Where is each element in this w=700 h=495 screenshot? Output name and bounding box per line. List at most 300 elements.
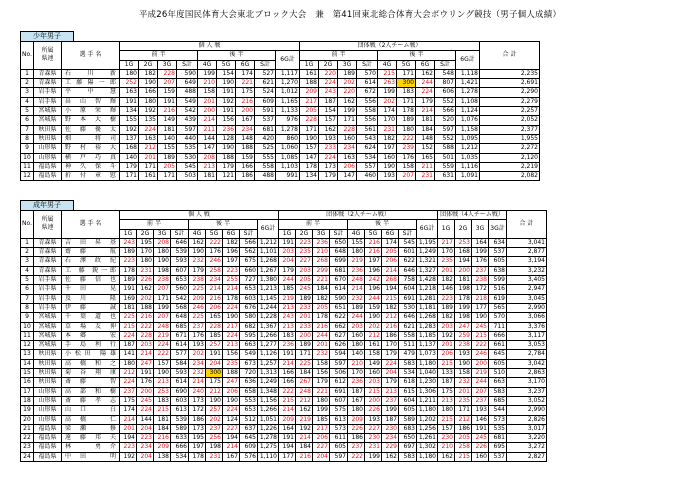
team2-score: 228 bbox=[338, 125, 357, 134]
individual-score: 212 bbox=[120, 369, 137, 378]
player-name: 林 勇 介 bbox=[62, 443, 120, 452]
team2-score: 588 bbox=[435, 144, 456, 153]
team2-score: 226 bbox=[348, 424, 365, 433]
team4-score: 180 bbox=[438, 406, 455, 415]
team2-score: 597 bbox=[435, 125, 456, 134]
individual-score: 256 bbox=[206, 434, 223, 443]
team2-score: 209 bbox=[279, 415, 296, 424]
prefecture: 秋田県 bbox=[34, 369, 62, 378]
player-name: 本 郷 宏 bbox=[62, 331, 120, 340]
individual-score: 248 bbox=[154, 322, 171, 331]
table-row bbox=[21, 144, 540, 153]
individual-score: 1,257 bbox=[258, 359, 279, 368]
team4-score: 193 bbox=[472, 406, 489, 415]
individual-score: 1,060 bbox=[276, 144, 300, 153]
team2-score: 134 bbox=[300, 172, 319, 181]
individual-score: 170 bbox=[137, 248, 154, 257]
individual-score: 720 bbox=[240, 369, 258, 378]
team2-score: 1,118 bbox=[456, 69, 480, 78]
team2-score: 1,268 bbox=[417, 313, 438, 322]
table-row bbox=[21, 285, 547, 294]
grand-total: 3,405 bbox=[507, 276, 547, 285]
individual-score: 165 bbox=[206, 313, 223, 322]
team2-score: 147 bbox=[300, 153, 319, 162]
team4-score: 146 bbox=[472, 415, 489, 424]
individual-score: 228 bbox=[206, 322, 223, 331]
individual-score: 549 bbox=[240, 350, 258, 359]
team2-score: 171 bbox=[397, 69, 416, 78]
individual-score: 179 bbox=[189, 266, 206, 275]
individual-score: 637 bbox=[240, 424, 258, 433]
team4-score: 210 bbox=[438, 443, 455, 452]
individual-score: 202 bbox=[189, 350, 206, 359]
team4-score: 537 bbox=[489, 452, 507, 461]
player-name: 小 原 栄 輝 bbox=[62, 107, 120, 116]
prefecture: 秋田県 bbox=[34, 134, 62, 143]
prefecture: 青森県 bbox=[34, 69, 62, 78]
table-row bbox=[21, 313, 547, 322]
individual-score: 420 bbox=[255, 134, 276, 143]
team2-score: 606 bbox=[435, 88, 456, 97]
grand-total: 2,784 bbox=[507, 350, 547, 359]
player-name: 佐 藤 信 也 bbox=[62, 276, 120, 285]
team2-score: 231 bbox=[378, 125, 397, 134]
team2-score: 672 bbox=[357, 88, 378, 97]
player-name: 小松田 陽雄 bbox=[62, 350, 120, 359]
individual-score: 221 bbox=[236, 79, 255, 88]
individual-score: 208 bbox=[154, 238, 171, 247]
individual-score: 238 bbox=[154, 276, 171, 285]
individual-score: 189 bbox=[120, 276, 137, 285]
team4-score: 215 bbox=[438, 359, 455, 368]
team2-score: 152 bbox=[416, 144, 435, 153]
individual-score: 188 bbox=[217, 153, 236, 162]
grand-total: 3,194 bbox=[507, 257, 547, 266]
header-game: 3G bbox=[154, 229, 171, 238]
team4-score: 218 bbox=[472, 294, 489, 303]
individual-score: 187 bbox=[120, 341, 137, 350]
header-game: S計 bbox=[255, 60, 276, 69]
team2-score: 213 bbox=[279, 303, 296, 312]
individual-score: 645 bbox=[240, 434, 258, 443]
individual-score: 1,212 bbox=[258, 238, 279, 247]
team4-score: 181 bbox=[455, 276, 472, 285]
individual-score: 609 bbox=[240, 443, 258, 452]
grand-total: 2,257 bbox=[480, 107, 540, 116]
team2-score: 299 bbox=[313, 266, 330, 275]
team2-score: 199 bbox=[365, 452, 382, 461]
team2-score: 263 bbox=[378, 79, 397, 88]
individual-score: 1,313 bbox=[258, 369, 279, 378]
row-number: 11 bbox=[21, 162, 34, 171]
individual-score: 191 bbox=[206, 350, 223, 359]
team2-score: 179 bbox=[382, 378, 399, 387]
team2-score: 203 bbox=[296, 266, 313, 275]
prefecture: 岩手県 bbox=[34, 303, 62, 312]
team2-score: 210 bbox=[313, 248, 330, 257]
individual-score: 180 bbox=[154, 248, 171, 257]
results-table-adult bbox=[20, 210, 547, 462]
team4-score: 198 bbox=[455, 285, 472, 294]
team4-score: 192 bbox=[438, 331, 455, 340]
individual-score: 537 bbox=[255, 116, 276, 125]
team4-score: 162 bbox=[438, 452, 455, 461]
table-row bbox=[21, 359, 547, 368]
individual-score: 159 bbox=[158, 88, 177, 97]
team2-score: 193 bbox=[319, 134, 338, 143]
team2-score: 605 bbox=[330, 443, 348, 452]
team2-score: 171 bbox=[397, 97, 416, 106]
team2-score: 166 bbox=[279, 369, 296, 378]
table-row bbox=[21, 238, 547, 247]
team2-score: 622 bbox=[330, 313, 348, 322]
grand-total: 2,947 bbox=[507, 285, 547, 294]
team2-score: 219 bbox=[348, 257, 365, 266]
header-game: 2G bbox=[139, 60, 158, 69]
team2-score: 575 bbox=[330, 406, 348, 415]
individual-score: 190 bbox=[217, 144, 236, 153]
individual-score: 162 bbox=[137, 285, 154, 294]
header-game: 1G bbox=[120, 229, 137, 238]
prefecture: 福島県 bbox=[34, 434, 62, 443]
team2-score: 183 bbox=[279, 331, 296, 340]
table-row bbox=[21, 257, 547, 266]
header-back: 後 半 bbox=[348, 220, 417, 229]
team2-score: 217 bbox=[313, 424, 330, 433]
team4-score: 207 bbox=[472, 387, 489, 396]
team2-score: 209 bbox=[348, 415, 365, 424]
prefecture: 山形県 bbox=[34, 396, 62, 405]
team2-score: 1,073 bbox=[417, 350, 438, 359]
individual-score: 222 bbox=[206, 238, 223, 247]
header-back: 後 半 bbox=[198, 51, 276, 60]
individual-score: 216 bbox=[206, 294, 223, 303]
team2-score: 646 bbox=[399, 313, 417, 322]
team2-score: 205 bbox=[382, 248, 399, 257]
team2-score: 1,302 bbox=[417, 443, 438, 452]
grand-total: 1,955 bbox=[480, 134, 540, 143]
team4-score: 146 bbox=[438, 285, 455, 294]
team2-score: 618 bbox=[399, 378, 417, 387]
team2-score: 233 bbox=[319, 144, 338, 153]
team2-score: 1,185 bbox=[417, 331, 438, 340]
team2-score: 758 bbox=[399, 276, 417, 285]
team2-score: 167 bbox=[348, 396, 365, 405]
team2-score: 222 bbox=[348, 452, 365, 461]
team2-score: 1,202 bbox=[417, 415, 438, 424]
individual-score: 180 bbox=[120, 359, 137, 368]
player-name: 神 久 保 斗 bbox=[62, 162, 120, 171]
team2-score: 300 bbox=[397, 79, 416, 88]
team2-score: 184 bbox=[296, 369, 313, 378]
individual-score: 169 bbox=[120, 294, 137, 303]
team2-score: 212 bbox=[365, 331, 382, 340]
table-row bbox=[21, 153, 540, 162]
individual-score: 621 bbox=[255, 79, 276, 88]
individual-score: 246 bbox=[206, 257, 223, 266]
individual-score: 191 bbox=[120, 285, 137, 294]
grand-total: 3,052 bbox=[507, 396, 547, 405]
team2-score: 227 bbox=[313, 443, 330, 452]
team2-score: 191 bbox=[279, 434, 296, 443]
individual-score: 653 bbox=[171, 276, 189, 285]
individual-score: 991 bbox=[276, 172, 300, 181]
header-total: 合 計 bbox=[480, 42, 540, 70]
table-row bbox=[21, 88, 540, 97]
team2-score: 573 bbox=[330, 424, 348, 433]
row-number: 24 bbox=[21, 452, 34, 461]
table-row bbox=[21, 424, 547, 433]
team2-score: 604 bbox=[399, 396, 417, 405]
team2-score: 200 bbox=[365, 396, 382, 405]
individual-score: 214 bbox=[206, 285, 223, 294]
individual-score: 194 bbox=[223, 434, 240, 443]
team4-score: 219 bbox=[472, 369, 489, 378]
team2-score: 191 bbox=[279, 350, 296, 359]
team2-score: 627 bbox=[330, 331, 348, 340]
team2-score: 179 bbox=[382, 350, 399, 359]
header-6g-total: 6G計 bbox=[417, 220, 438, 239]
team2-score: 613 bbox=[330, 415, 348, 424]
team2-score: 224 bbox=[416, 88, 435, 97]
individual-score: 182 bbox=[139, 69, 158, 78]
individual-score: 666 bbox=[171, 443, 189, 452]
team2-score: 614 bbox=[330, 285, 348, 294]
team2-score: 190 bbox=[365, 313, 382, 322]
team2-score: 158 bbox=[365, 350, 382, 359]
header-game: S計 bbox=[435, 60, 456, 69]
table-row bbox=[21, 369, 547, 378]
individual-score: 202 bbox=[137, 294, 154, 303]
individual-score: 681 bbox=[255, 125, 276, 134]
prefecture: 岩手県 bbox=[34, 285, 62, 294]
team2-score: 558 bbox=[357, 107, 378, 116]
team2-score: 621 bbox=[399, 322, 417, 331]
team2-score: 160 bbox=[378, 153, 397, 162]
individual-score: 1,165 bbox=[276, 97, 300, 106]
individual-score: 162 bbox=[189, 238, 206, 247]
player-name: 佐 藤 優 太 bbox=[62, 125, 120, 134]
team2-score: 179 bbox=[416, 97, 435, 106]
row-number: 7 bbox=[21, 294, 34, 303]
team2-score: 199 bbox=[378, 88, 397, 97]
individual-score: 178 bbox=[120, 266, 137, 275]
individual-score: 174 bbox=[120, 406, 137, 415]
team2-score: 177 bbox=[279, 452, 296, 461]
team2-score: 205 bbox=[296, 276, 313, 285]
individual-score: 176 bbox=[137, 378, 154, 387]
team2-score: 650 bbox=[330, 238, 348, 247]
individual-score: 247 bbox=[223, 378, 240, 387]
team2-score: 597 bbox=[330, 359, 348, 368]
team2-score: 184 bbox=[416, 125, 435, 134]
team2-score: 1,180 bbox=[417, 359, 438, 368]
team2-score: 188 bbox=[300, 79, 319, 88]
player-name: 高 部 和 樹 bbox=[62, 387, 120, 396]
team2-score: 189 bbox=[338, 69, 357, 78]
grand-total: 3,220 bbox=[507, 434, 547, 443]
team2-score: 234 bbox=[338, 144, 357, 153]
team2-score: 232 bbox=[348, 294, 365, 303]
header-game: S計 bbox=[240, 229, 258, 238]
header-individual: 個 人 戦 bbox=[120, 42, 300, 51]
player-name: 齋 藤 航 bbox=[62, 248, 120, 257]
individual-score: 148 bbox=[236, 134, 255, 143]
individual-score: 202 bbox=[206, 415, 223, 424]
team2-score: 566 bbox=[435, 107, 456, 116]
individual-score: 1,133 bbox=[276, 107, 300, 116]
individual-score: 1,348 bbox=[258, 387, 279, 396]
individual-score: 180 bbox=[120, 69, 139, 78]
individual-score: 207 bbox=[154, 285, 171, 294]
individual-score: 201 bbox=[139, 153, 158, 162]
team2-score: 594 bbox=[330, 350, 348, 359]
individual-score: 175 bbox=[120, 396, 137, 405]
header-player: 選 手 名 bbox=[62, 42, 120, 70]
team4-score: 711 bbox=[489, 322, 507, 331]
team2-score: 180 bbox=[348, 341, 365, 350]
individual-score: 175 bbox=[206, 378, 223, 387]
header-game: 1G bbox=[438, 220, 455, 239]
individual-score: 158 bbox=[198, 88, 217, 97]
grand-total: 2,219 bbox=[480, 162, 540, 171]
team2-score: 1,195 bbox=[417, 238, 438, 247]
individual-score: 603 bbox=[171, 396, 189, 405]
team2-score: 691 bbox=[330, 387, 348, 396]
individual-score: 590 bbox=[177, 69, 198, 78]
team4-score: 237 bbox=[472, 396, 489, 405]
row-number: 22 bbox=[21, 434, 34, 443]
team2-score: 162 bbox=[338, 97, 357, 106]
team2-score: 213 bbox=[279, 322, 296, 331]
team2-score: 220 bbox=[319, 69, 338, 78]
team2-score: 622 bbox=[399, 257, 417, 266]
team4-score: 176 bbox=[472, 257, 489, 266]
row-number: 12 bbox=[21, 341, 34, 350]
player-name: 横 戸 巧 真 bbox=[62, 153, 120, 162]
individual-score: 163 bbox=[139, 134, 158, 143]
player-name: 工藤陽一郎 bbox=[62, 79, 120, 88]
individual-score: 189 bbox=[120, 248, 137, 257]
team2-score: 170 bbox=[348, 369, 365, 378]
player-name: 千 葉 道 也 bbox=[62, 313, 120, 322]
team2-score: 1,095 bbox=[456, 134, 480, 143]
individual-score: 204 bbox=[206, 359, 223, 368]
header-game: 4G bbox=[348, 229, 365, 238]
team2-score: 214 bbox=[416, 107, 435, 116]
individual-score: 562 bbox=[240, 248, 258, 257]
team2-score: 558 bbox=[399, 331, 417, 340]
individual-score: 593 bbox=[171, 369, 189, 378]
row-number: 14 bbox=[21, 359, 34, 368]
individual-score: 207 bbox=[158, 79, 177, 88]
individual-score: 190 bbox=[154, 257, 171, 266]
header-game: S計 bbox=[399, 229, 417, 238]
team4-score: 237 bbox=[472, 266, 489, 275]
row-number: 19 bbox=[21, 406, 34, 415]
grand-total: 2,272 bbox=[480, 144, 540, 153]
table-row bbox=[21, 443, 547, 452]
team2-score: 193 bbox=[378, 172, 397, 181]
individual-score: 636 bbox=[240, 378, 258, 387]
team2-score: 239 bbox=[397, 144, 416, 153]
individual-score: 566 bbox=[240, 238, 258, 247]
individual-score: 192 bbox=[139, 107, 158, 116]
row-number: 6 bbox=[21, 116, 34, 125]
team2-score: 1,281 bbox=[417, 294, 438, 303]
team2-score: 215 bbox=[382, 294, 399, 303]
individual-score: 257 bbox=[206, 341, 223, 350]
individual-score: 597 bbox=[177, 125, 198, 134]
individual-score: 215 bbox=[154, 406, 171, 415]
team4-score: 685 bbox=[489, 396, 507, 405]
team2-score: 611 bbox=[330, 434, 348, 443]
team2-score: 148 bbox=[416, 134, 435, 143]
team2-score: 236 bbox=[348, 266, 365, 275]
row-number: 3 bbox=[21, 88, 34, 97]
team2-score: 534 bbox=[357, 153, 378, 162]
team4-score: 247 bbox=[455, 322, 472, 331]
individual-score: 527 bbox=[255, 69, 276, 78]
header-game: 2G bbox=[319, 60, 338, 69]
individual-score: 1,244 bbox=[258, 303, 279, 312]
team4-score: 235 bbox=[455, 396, 472, 405]
individual-score: 577 bbox=[171, 350, 189, 359]
team2-score: 691 bbox=[399, 294, 417, 303]
individual-score: 209 bbox=[154, 443, 171, 452]
header-game: 6G bbox=[236, 60, 255, 69]
row-number: 7 bbox=[21, 125, 34, 134]
team4-score: 244 bbox=[472, 378, 489, 387]
team2-score: 268 bbox=[313, 257, 330, 266]
team2-score: 140 bbox=[348, 350, 365, 359]
team2-score: 196 bbox=[365, 285, 382, 294]
individual-score: 206 bbox=[206, 303, 223, 312]
individual-score: 208 bbox=[198, 153, 217, 162]
header-pref: 所属 県連 bbox=[34, 42, 62, 70]
grand-total: 3,066 bbox=[507, 313, 547, 322]
header-game: 2G bbox=[137, 229, 154, 238]
individual-score: 660 bbox=[240, 266, 258, 275]
team2-score: 236 bbox=[348, 378, 365, 387]
individual-score: 1,275 bbox=[258, 443, 279, 452]
individual-score: 222 bbox=[154, 350, 171, 359]
team4-score: 193 bbox=[455, 350, 472, 359]
table-row bbox=[21, 69, 540, 78]
individual-score: 204 bbox=[137, 452, 154, 461]
individual-score: 228 bbox=[137, 331, 154, 340]
team2-score: 1,256 bbox=[417, 424, 438, 433]
individual-score: 539 bbox=[171, 248, 189, 257]
individual-score: 186 bbox=[236, 172, 255, 181]
individual-score: 603 bbox=[240, 294, 258, 303]
row-number: 11 bbox=[21, 331, 34, 340]
team2-score: 1,124 bbox=[456, 107, 480, 116]
individual-score: 542 bbox=[177, 107, 198, 116]
header-back: 後 半 bbox=[189, 220, 258, 229]
individual-score: 190 bbox=[223, 313, 240, 322]
individual-score: 1,267 bbox=[258, 266, 279, 275]
team2-score: 187 bbox=[348, 387, 365, 396]
team2-score: 583 bbox=[399, 452, 417, 461]
individual-score: 231 bbox=[206, 452, 223, 461]
prefecture: 福島県 bbox=[34, 162, 62, 171]
individual-score: 205 bbox=[158, 162, 177, 171]
team2-score: 156 bbox=[313, 369, 330, 378]
team2-score: 1,116 bbox=[456, 162, 480, 171]
individual-score: 173 bbox=[189, 424, 206, 433]
header-game: S計 bbox=[330, 229, 348, 238]
